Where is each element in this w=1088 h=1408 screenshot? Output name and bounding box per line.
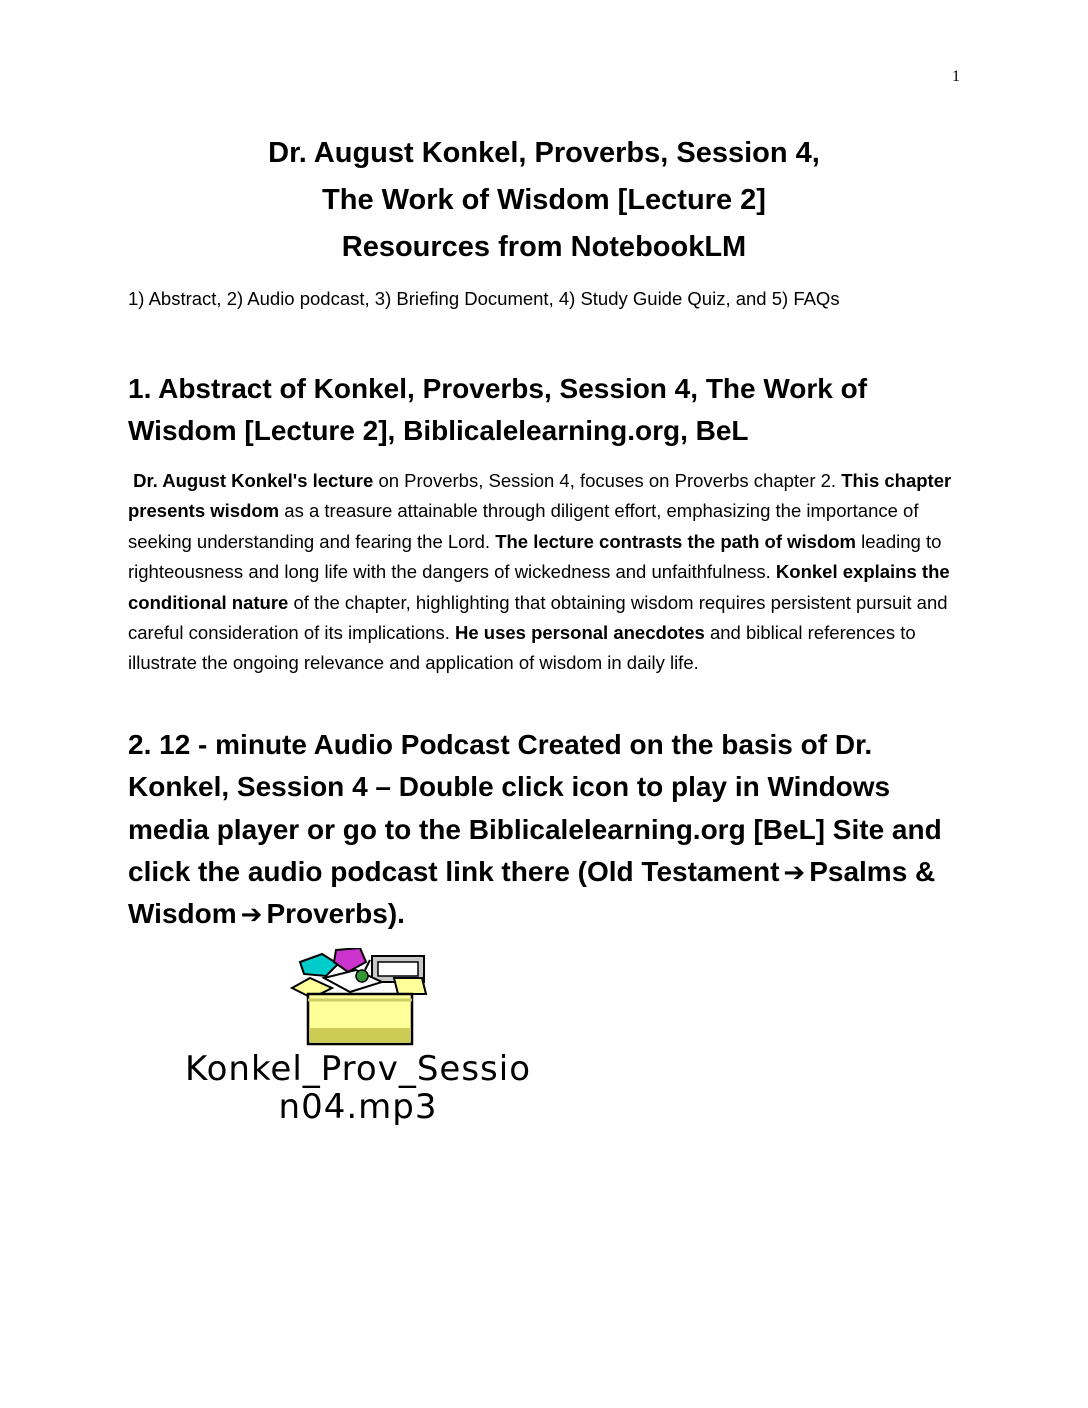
abstract-run: of the chapter, highlighting that obtaining wisdom requires persistent pursuit and careful consideration of its implications. bbox=[128, 591, 948, 644]
abstract-run: on Proverbs, Session 4, focuses on Proverbs chapter 2. bbox=[373, 470, 842, 491]
section-2-heading-part-1: 2. 12 - minute Audio Podcast Created on the basis of Dr. Konkel, Session 4 – Double click icon to play in Windows media player or go to the Biblicalelearning.org [BeL] Site and click the audio podcast link there (Old Testament bbox=[128, 729, 942, 887]
abstract-run: He uses personal anecdotes bbox=[454, 622, 705, 644]
audio-file-link[interactable] bbox=[128, 1050, 588, 1126]
abstract-paragraph bbox=[128, 466, 964, 679]
abstract-run: leading to righteousness and long life with the dangers of wickedness and unfaithfulness. bbox=[128, 530, 942, 583]
document-title bbox=[0, 130, 1088, 271]
page-number: 1 bbox=[952, 68, 960, 85]
right-arrow-icon: ➔ bbox=[783, 856, 806, 887]
abstract-run: This chapter presents wisdom bbox=[128, 470, 952, 522]
right-arrow-icon: ➔ bbox=[240, 899, 263, 930]
abstract-run: The lecture contrasts the path of wisdom bbox=[495, 530, 856, 552]
title-line-3: Resources from NotebookLM bbox=[341, 231, 747, 263]
abstract-run: Konkel explains the conditional nature bbox=[128, 561, 950, 613]
title-line-2: The Work of Wisdom [Lecture 2] bbox=[322, 184, 766, 216]
contents-list: 1) Abstract, 2) Audio podcast, 3) Briefing Document, 4) Study Guide Quiz, and 5) FAQs bbox=[128, 288, 840, 309]
section-2-heading-part-2: Psalms & Wisdom bbox=[128, 855, 936, 930]
section-2-heading bbox=[128, 724, 958, 935]
abstract-run: and biblical references to illustrate the ongoing relevance and application of wisdom in daily life. bbox=[128, 622, 916, 674]
audio-filename-line-1: Konkel_Prov_Sessio bbox=[184, 1049, 532, 1089]
section-1-heading: 1. Abstract of Konkel, Proverbs, Session 4, The Work of Wisdom [Lecture 2], Biblicalelearning.org, BeL bbox=[128, 373, 868, 446]
title-line-1: Dr. August Konkel, Proverbs, Session 4, bbox=[268, 137, 820, 169]
abstract-run: as a treasure attainable through diligent effort, emphasizing the importance of seeking understanding and fearing the Lord. bbox=[128, 500, 919, 552]
package-icon[interactable] bbox=[286, 948, 434, 1048]
abstract-run: Dr. August Konkel's lecture bbox=[133, 470, 374, 491]
audio-filename-line-2: n04.mp3 bbox=[278, 1087, 438, 1127]
section-2-heading-part-3: Proverbs). bbox=[266, 898, 405, 930]
